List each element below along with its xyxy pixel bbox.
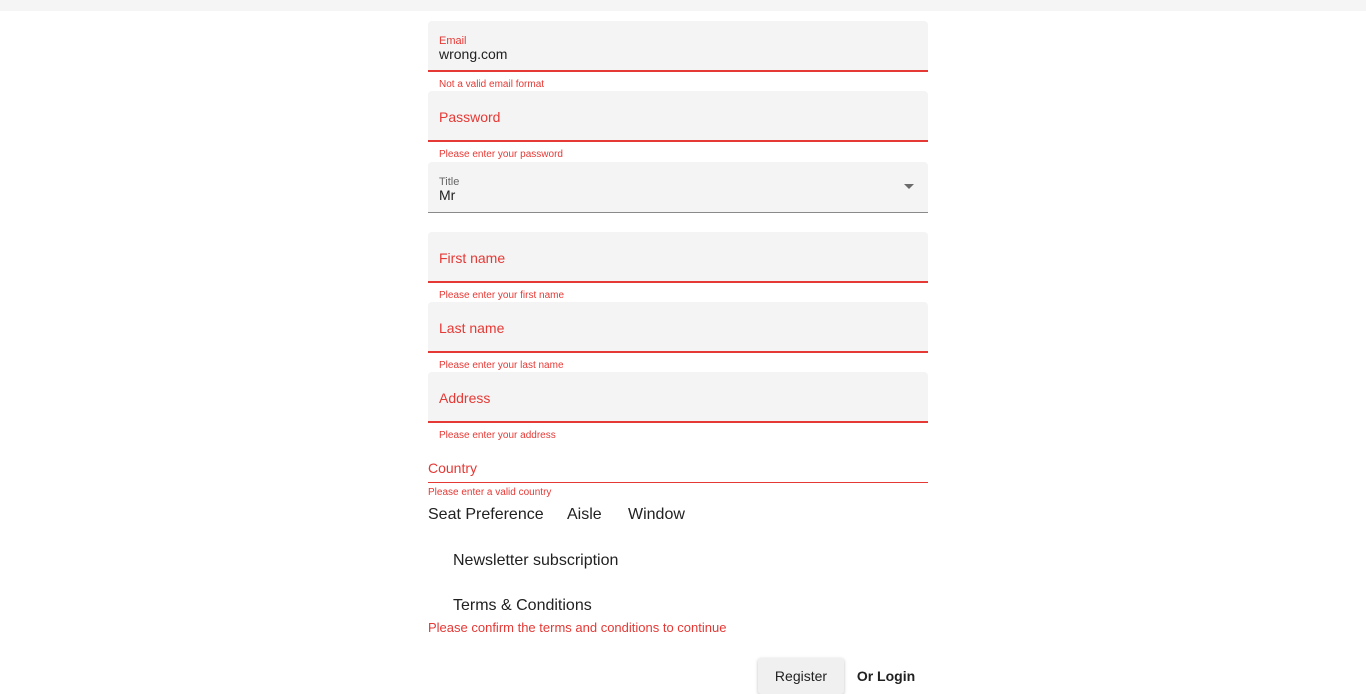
- address-error: Please enter your address: [439, 430, 556, 441]
- password-error: Please enter your password: [439, 149, 563, 160]
- login-button[interactable]: Or Login: [848, 658, 924, 694]
- seat-option-window[interactable]: Window: [628, 506, 685, 523]
- terms-error: Please confirm the terms and conditions to continue: [428, 620, 727, 635]
- address-placeholder: Address: [439, 390, 491, 406]
- newsletter-checkbox[interactable]: Newsletter subscription: [453, 552, 619, 569]
- email-error: Not a valid email format: [439, 79, 545, 90]
- password-placeholder: Password: [439, 109, 501, 125]
- email-label: Email: [439, 35, 467, 47]
- country-error: Please enter a valid country: [428, 487, 552, 498]
- last-name-placeholder: Last name: [439, 320, 505, 336]
- terms-checkbox[interactable]: Terms & Conditions: [453, 597, 592, 614]
- seat-option-aisle[interactable]: Aisle: [567, 506, 602, 523]
- title-value: Mr: [439, 187, 456, 203]
- register-button[interactable]: Register: [758, 658, 844, 694]
- last-name-field[interactable]: [428, 302, 928, 353]
- title-label: Title: [439, 176, 460, 188]
- registration-form: [428, 0, 928, 694]
- address-field[interactable]: [428, 372, 928, 423]
- seat-preference-label: Seat Preference: [428, 506, 544, 523]
- first-name-placeholder: First name: [439, 250, 506, 266]
- country-label: Country: [428, 460, 478, 476]
- title-select[interactable]: [428, 162, 928, 213]
- first-name-error: Please enter your first name: [439, 290, 565, 301]
- first-name-field[interactable]: [428, 232, 928, 283]
- password-field[interactable]: [428, 91, 928, 142]
- last-name-error: Please enter your last name: [439, 360, 564, 371]
- chevron-down-icon: [904, 184, 914, 189]
- email-field[interactable]: [428, 21, 928, 72]
- country-field[interactable]: [428, 456, 928, 483]
- email-value: wrong.com: [439, 46, 508, 62]
